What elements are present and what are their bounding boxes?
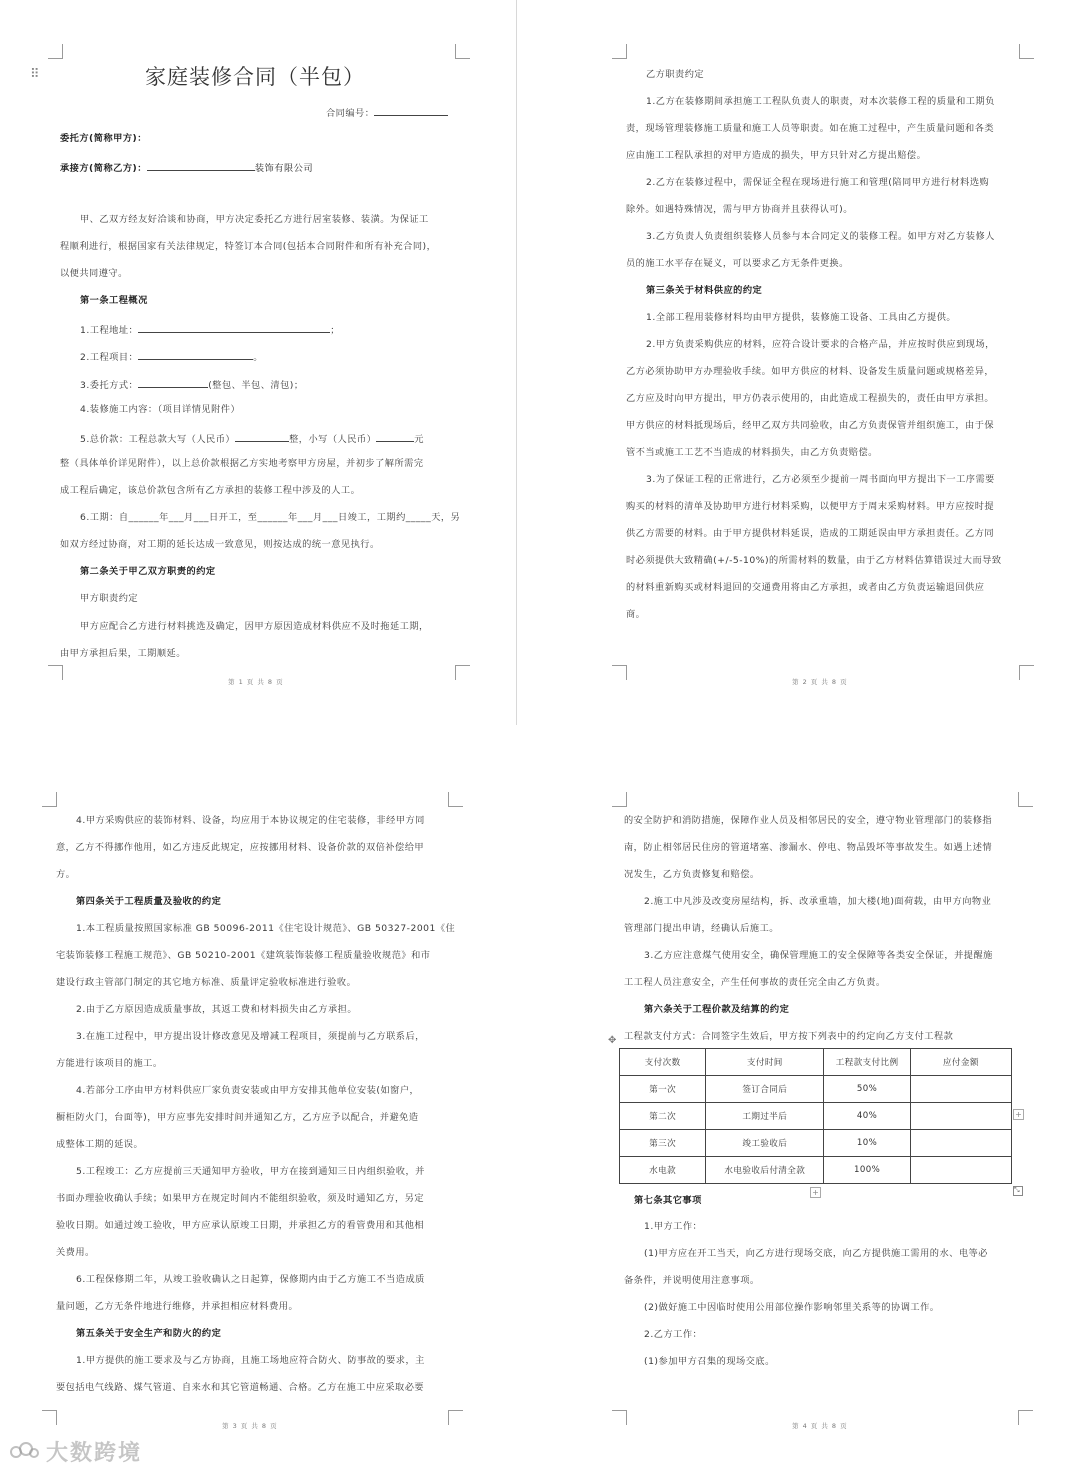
payment-table	[619, 1048, 1012, 1184]
section-heading: 第三条关于材料供应的约定	[646, 285, 763, 296]
price-upper-field[interactable]	[235, 431, 289, 442]
table-header-cell: 支付时间	[706, 1049, 824, 1076]
section-heading: 第七条其它事项	[634, 1195, 702, 1206]
clause-line: 橱柜防火门，台面等)，甲方应事先安排时间并通知乙方，乙方应予以配合，并避免造	[56, 1112, 419, 1123]
party-b-label: 承接方(简称乙方)： 装饰有限公司	[60, 160, 313, 175]
clause-line: 甲方供应的材料抵现场后，经甲乙双方共同验收，由乙方负责保管并组织施工，由于保	[626, 420, 995, 431]
intro-line: 程顺利进行，根据国家有关法律规定，特签订本合同(包括本合同附件和所有补充合同)，	[60, 241, 437, 252]
clause-line: 况发生，乙方负责修复和赔偿。	[624, 869, 760, 880]
clause-line: 1.全部工程用装修材料均由甲方提供，装修施工设备、工具由乙方提供。	[646, 312, 957, 323]
clause-line: 商。	[626, 609, 646, 620]
clause-line: 验收日期。如通过竣工验收，甲方应承认原竣工日期，并承担乙方的看管费用和其他相	[56, 1220, 425, 1231]
party-b-field[interactable]	[147, 160, 255, 171]
clause-line: 成工程后确定，该总价款包含所有乙方承担的装修工程中涉及的人工。	[60, 485, 361, 496]
table-cell[interactable]: 水电验收后付清全款	[706, 1157, 824, 1184]
crop-mark	[612, 792, 627, 807]
table-cell[interactable]: 工期过半后	[706, 1103, 824, 1130]
table-cell[interactable]: 第一次	[620, 1076, 706, 1103]
add-row-icon[interactable]: +	[810, 1187, 821, 1198]
clause-line: 甲方应配合乙方进行材料挑选及确定，因甲方原因造成材料供应不及时拖延工期，	[80, 621, 429, 632]
clause-line: 4.甲方采购供应的装饰材料、设备，均应用于本协议规定的住宅装修，非经甲方同	[76, 815, 425, 826]
clause-line: 如双方经过协商，对工期的延长达成一致意见，则按达成的统一意见执行。	[60, 539, 380, 550]
clause-line: 的材料重新购买或材料退回的交通费用将由乙方承担，或者由乙方负责运输退回供应	[626, 582, 985, 593]
table-cell[interactable]	[910, 1130, 1011, 1157]
watermark-logo-icon	[8, 1440, 40, 1464]
add-column-icon[interactable]: +	[1013, 1109, 1024, 1120]
section-heading: 第五条关于安全生产和防火的约定	[76, 1328, 222, 1339]
table-resize-handle-icon[interactable]: ⤡	[1013, 1186, 1023, 1196]
table-cell[interactable]	[910, 1157, 1011, 1184]
clause-line: 宅装饰装修工程施工规范》、GB 50210-2001《建筑装饰装修工程质量验收规范》和市	[56, 950, 431, 961]
table-cell[interactable]: 第三次	[620, 1130, 706, 1157]
clause-line: 1.工程地址： ；	[80, 322, 340, 337]
clause-line: 量问题，乙方无条件地进行维修，并承担相应材料费用。	[56, 1301, 299, 1312]
clause-line: 2.乙方在装修过程中，需保证全程在现场进行施工和管理(陪同甲方进行材料选购	[646, 177, 990, 188]
document-page-3	[0, 748, 516, 1473]
clause-line: 责，现场管理装修施工质量和施工人员等职责。如在施工过程中，产生质量问题和各类	[626, 123, 995, 134]
table-row	[620, 1157, 1012, 1184]
page-separator	[516, 0, 517, 725]
crop-mark	[612, 44, 627, 59]
table-move-handle-icon[interactable]: ✥	[608, 1035, 617, 1046]
clause-line: 3.为了保证工程的正常进行，乙方必须至少提前一周书面向甲方提出下一工序需要	[646, 474, 995, 485]
clause-line: 乙方应及时向甲方提出，甲方仍表示使用的，由此造成工程损失的，责任由甲方承担。	[626, 393, 995, 404]
address-field[interactable]	[138, 322, 330, 333]
crop-mark	[42, 792, 57, 807]
clause-line: 3.乙方负责人负责组织装修人员参与本合同定义的装修工程。如甲方对乙方装修人	[646, 231, 995, 242]
table-header-cell: 支付次数	[620, 1049, 706, 1076]
table-cell[interactable]: 40%	[824, 1103, 910, 1130]
crop-mark	[1019, 665, 1034, 680]
clause-line: 应由施工工程队承担的对甲方造成的损失，甲方只针对乙方提出赔偿。	[626, 150, 927, 161]
contract-no-field[interactable]	[374, 105, 448, 116]
clause-line: 5.总价款：工程总款大写（人民币） 整，小写（人民币） 元	[80, 431, 424, 446]
clause-line: 成整体工期的延误。	[56, 1139, 144, 1150]
table-cell[interactable]: 签订合同后	[706, 1076, 824, 1103]
clause-line: 3.乙方应注意煤气使用安全，确保管理施工的安全保障等各类安全保证，并提醒施	[644, 950, 993, 961]
clause-line: 3.委托方式： (整包、半包、清包)；	[80, 377, 304, 392]
table-header-cell: 工程款支付比例	[824, 1049, 910, 1076]
table-cell[interactable]: 100%	[824, 1157, 910, 1184]
clause-line: 要包括电气线路、煤气管道、自来水和其它管道畅通、合格。乙方在施工中应采取必要	[56, 1382, 425, 1393]
clause-line: 1.乙方在装修期间承担施工工程队负责人的职责，对本次装修工程的质量和工期负	[646, 96, 995, 107]
clause-line: 员的施工水平存在疑义，可以要求乙方无条件更换。	[626, 258, 849, 269]
watermark: 大数跨境	[46, 1441, 143, 1466]
clause-line: 2.由于乙方原因造成质量事故，其返工费和材料损失由乙方承担。	[76, 1004, 358, 1015]
contract-no-label: 合同编号：	[326, 105, 448, 120]
clause-line: 除外。如遇特殊情况，需与甲方协商并且获得认可)。	[626, 204, 853, 215]
clause-line: 6.工程保修期二年，从竣工验收确认之日起算，保修期内由于乙方施工不当造成质	[76, 1274, 425, 1285]
table-cell[interactable]: 10%	[824, 1130, 910, 1157]
project-field[interactable]	[138, 349, 253, 360]
price-lower-field[interactable]	[376, 431, 414, 442]
page-footer: 第 3 页 共 8 页	[222, 1422, 278, 1430]
crop-mark	[455, 44, 470, 59]
clause-line: 建设行政主管部门制定的其它地方标准、质量评定验收标准进行验收。	[56, 977, 357, 988]
table-row	[620, 1103, 1012, 1130]
clause-line: 方。	[56, 869, 76, 880]
party-a-label: 委托方(简称甲方)：	[60, 133, 147, 144]
clause-line: 4.若部分工序由甲方材料供应厂家负责安装或由甲方安排其他单位安装(如窗户，	[76, 1085, 420, 1096]
document-page-1	[0, 0, 516, 725]
clause-line: (1)参加甲方召集的现场交底。	[644, 1356, 775, 1367]
crop-mark	[48, 44, 63, 59]
clause-line: 4.装修施工内容：（项目详情见附件）	[80, 404, 241, 415]
crop-mark	[1018, 792, 1033, 807]
page-footer: 第 2 页 共 8 页	[792, 678, 848, 686]
clause-line: 6.工期：自______年___月___日开工，至______年___月___日竣工，工期约_____天，另	[80, 512, 461, 523]
crop-mark	[612, 1410, 627, 1425]
clause-line: (1)甲方应在开工当天，向乙方进行现场交底，向乙方提供施工需用的水、电等必	[644, 1248, 988, 1259]
clause-line: 南，防止相邻居民住房的管道堵塞、渗漏水、停电、物品毁坏等事故发生。如遇上述情	[624, 842, 993, 853]
table-row	[620, 1076, 1012, 1103]
clause-line: 的安全防护和消防措施，保障作业人员及相邻居民的安全，遵守物业管理部门的装修指	[624, 815, 993, 826]
clause-line: 工工程人员注意安全，产生任何事故的责任完全由乙方负责。	[624, 977, 886, 988]
crop-mark	[455, 665, 470, 680]
clause-line: 意，乙方不得挪作他用，如乙方违反此规定，应按挪用材料、设备价款的双倍补偿给甲	[56, 842, 425, 853]
clause-line: 供乙方需要的材料。由于甲方提供材料延误，造成的工期延误由甲方承担责任。乙方同	[626, 528, 995, 539]
subheading: 甲方职责约定	[80, 593, 139, 604]
table-row	[620, 1130, 1012, 1157]
section-heading: 第六条关于工程价款及结算的约定	[644, 1004, 790, 1015]
section-heading: 第四条关于工程质量及验收的约定	[76, 896, 222, 907]
table-cell[interactable]: 第二次	[620, 1103, 706, 1130]
clause-line: 管不当或施工工艺不当造成的材料损失，由乙方负责赔偿。	[626, 447, 878, 458]
page-title: 家庭装修合同（半包）	[145, 65, 365, 89]
clause-line: 2.乙方工作：	[644, 1329, 703, 1340]
table-cell[interactable]	[910, 1076, 1011, 1103]
table-cell[interactable]: 水电款	[620, 1157, 706, 1184]
crop-mark	[42, 1410, 57, 1425]
section-heading: 第一条工程概况	[80, 295, 148, 306]
clause-line: 1.甲方工作：	[644, 1221, 703, 1232]
crop-mark	[1018, 1410, 1033, 1425]
entrust-mode-field[interactable]	[138, 377, 208, 388]
clause-line: 1.本工程质量按照国家标准 GB 50096-2011《住宅设计规范》、GB 50327-2001《住	[76, 923, 456, 934]
table-header-row	[620, 1049, 1012, 1076]
drag-handle-icon[interactable]: ⠿	[30, 67, 39, 82]
clause-line: 书面办理验收确认手续；如果甲方在规定时间内不能组织验收，须及时通知乙方，另定	[56, 1193, 425, 1204]
table-header-cell: 应付金额	[910, 1049, 1011, 1076]
clause-line: 3.在施工过程中，甲方提出设计修改意见及增减工程项目，须提前与乙方联系后，	[76, 1031, 425, 1042]
payment-intro: 工程款支付方式：合同签字生效后，甲方按下列表中的约定向乙方支付工程款	[624, 1031, 954, 1042]
clause-line: 由甲方承担后果，工期顺延。	[60, 648, 186, 659]
document-page-2	[564, 0, 1080, 725]
crop-mark	[448, 792, 463, 807]
table-cell[interactable]	[910, 1103, 1011, 1130]
subheading: 乙方职责约定	[646, 69, 705, 80]
clause-line: 1.甲方提供的施工要求及与乙方协商，且施工场地应符合防火、防事故的要求，主	[76, 1355, 425, 1366]
intro-line: 甲、乙双方经友好洽谈和协商，甲方决定委托乙方进行居室装修、装潢。为保证工	[80, 214, 429, 225]
clause-line: 购买的材料的清单及协助甲方进行材料采购，以便甲方于周末采购材料。甲方应按时提	[626, 501, 995, 512]
clause-line: 关费用。	[56, 1247, 95, 1258]
clause-line: 管理部门提出申请，经确认后施工。	[624, 923, 779, 934]
page-footer: 第 1 页 共 8 页	[228, 678, 284, 686]
clause-line: 2.甲方负责采购供应的材料，应符合设计要求的合格产品，并应按时供应到现场，	[646, 339, 995, 350]
crop-mark	[448, 1410, 463, 1425]
crop-mark	[1019, 44, 1034, 59]
clause-line: 5.工程竣工：乙方应提前三天通知甲方验收，甲方在接到通知三日内组织验收，并	[76, 1166, 425, 1177]
clause-line: 整（具体单价详见附件），以上总价款根据乙方实地考察甲方房屋，并初步了解所需完	[60, 458, 424, 469]
table-cell[interactable]: 竣工验收后	[706, 1130, 824, 1157]
clause-line: 乙方必须协助甲方办理验收手续。如甲方供应的材料、设备发生质量问题或规格差异，	[626, 366, 995, 377]
crop-mark	[48, 665, 63, 680]
crop-mark	[612, 665, 627, 680]
intro-line: 以便共同遵守。	[60, 268, 128, 279]
clause-line: 方能进行该项目的施工。	[56, 1058, 163, 1069]
section-heading: 第二条关于甲乙双方职责的约定	[80, 566, 216, 577]
clause-line: (2)做好施工中因临时使用公用部位操作影响邻里关系等的协调工作。	[644, 1302, 940, 1313]
clause-line: 2.施工中凡涉及改变房屋结构，拆、改承重墙，加大楼(地)面荷载，由甲方向物业	[644, 896, 992, 907]
table-cell[interactable]: 50%	[824, 1076, 910, 1103]
clause-line: 备条件，并说明使用注意事项。	[624, 1275, 760, 1286]
clause-line: 2.工程项目： 。	[80, 349, 263, 364]
clause-line: 时必须提供大致精确(+/-5-10%)的所需材料的数量，由于乙方材料估算错误过大而导致	[626, 555, 1002, 566]
page-footer: 第 4 页 共 8 页	[792, 1422, 848, 1430]
